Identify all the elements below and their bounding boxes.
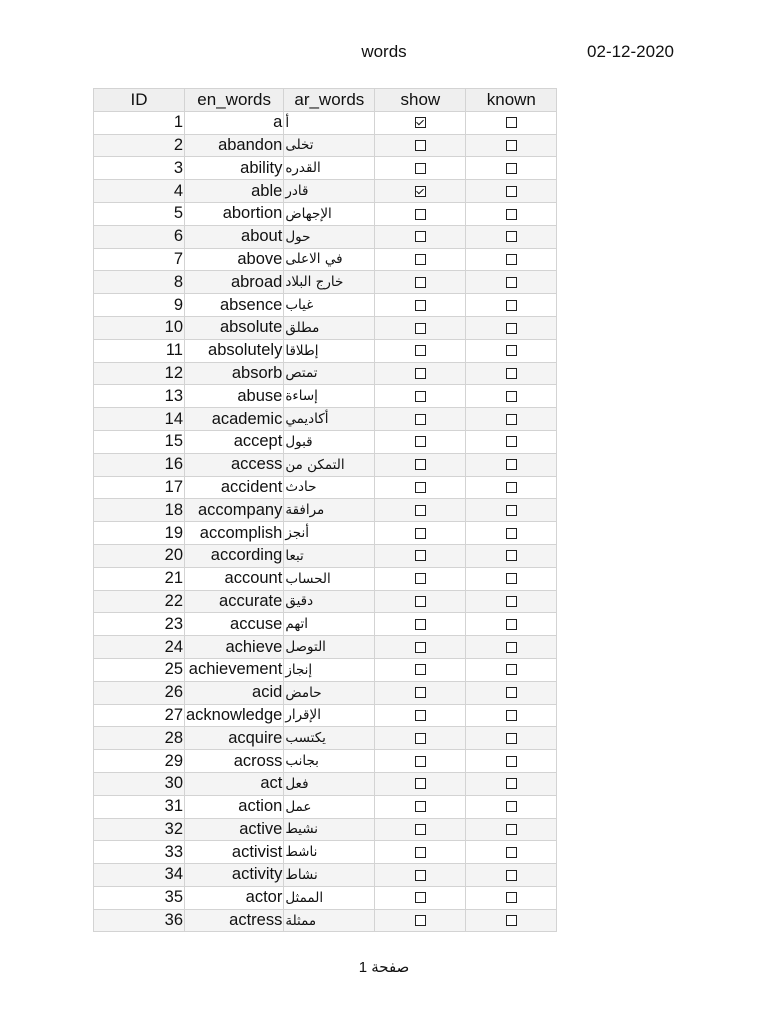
cell-id: 18	[94, 499, 185, 522]
cell-id: 6	[94, 225, 185, 248]
cell-id: 27	[94, 704, 185, 727]
cell-en-word: abandon	[185, 134, 284, 157]
cell-show	[375, 202, 466, 225]
show-checkbox[interactable]	[415, 186, 426, 197]
show-checkbox[interactable]	[415, 117, 426, 128]
known-checkbox[interactable]	[506, 915, 517, 926]
cell-ar-word: عمل	[284, 795, 375, 818]
show-checkbox[interactable]	[415, 277, 426, 288]
cell-en-word: act	[185, 772, 284, 795]
cell-en-word: activity	[185, 864, 284, 887]
cell-ar-word: الحساب	[284, 567, 375, 590]
cell-ar-word: اتهم	[284, 613, 375, 636]
cell-known	[466, 294, 557, 317]
cell-en-word: absolute	[185, 316, 284, 339]
cell-en-word: absolutely	[185, 339, 284, 362]
table-row[interactable]	[94, 271, 557, 294]
cell-ar-word: قادر	[284, 180, 375, 203]
show-checkbox[interactable]	[415, 619, 426, 630]
table-row[interactable]	[94, 362, 557, 385]
cell-en-word: acknowledge	[185, 704, 284, 727]
cell-en-word: able	[185, 180, 284, 203]
cell-known	[466, 795, 557, 818]
cell-id: 24	[94, 636, 185, 659]
cell-ar-word: مرافقة	[284, 499, 375, 522]
cell-en-word: actor	[185, 886, 284, 909]
cell-ar-word: قبول	[284, 430, 375, 453]
show-checkbox[interactable]	[415, 664, 426, 675]
table-row[interactable]	[94, 385, 557, 408]
cell-id: 29	[94, 750, 185, 773]
cell-id: 34	[94, 864, 185, 887]
cell-id: 13	[94, 385, 185, 408]
cell-known	[466, 522, 557, 545]
cell-ar-word: نشيط	[284, 818, 375, 841]
cell-show	[375, 795, 466, 818]
known-checkbox[interactable]	[506, 209, 517, 220]
cell-id: 15	[94, 430, 185, 453]
cell-en-word: above	[185, 248, 284, 271]
table-row[interactable]	[94, 909, 557, 932]
cell-en-word: about	[185, 225, 284, 248]
known-checkbox[interactable]	[506, 573, 517, 584]
cell-ar-word: أنجز	[284, 522, 375, 545]
cell-show	[375, 681, 466, 704]
cell-ar-word: نشاط	[284, 864, 375, 887]
known-checkbox[interactable]	[506, 117, 517, 128]
table-row[interactable]	[94, 567, 557, 590]
cell-ar-word: بجانب	[284, 750, 375, 773]
cell-show	[375, 522, 466, 545]
cell-en-word: absorb	[185, 362, 284, 385]
cell-known	[466, 841, 557, 864]
cell-known	[466, 339, 557, 362]
cell-show	[375, 339, 466, 362]
show-checkbox[interactable]	[415, 801, 426, 812]
column-header-show[interactable]: show	[375, 89, 466, 112]
cell-id: 30	[94, 772, 185, 795]
cell-id: 36	[94, 909, 185, 932]
table-row[interactable]	[94, 590, 557, 613]
show-checkbox[interactable]	[415, 710, 426, 721]
known-checkbox[interactable]	[506, 231, 517, 242]
cell-known	[466, 909, 557, 932]
cell-ar-word: غياب	[284, 294, 375, 317]
known-checkbox[interactable]	[506, 756, 517, 767]
cell-known	[466, 271, 557, 294]
cell-show	[375, 750, 466, 773]
cell-ar-word: مطلق	[284, 316, 375, 339]
cell-known	[466, 385, 557, 408]
table-row[interactable]	[94, 727, 557, 750]
cell-ar-word: القدره	[284, 157, 375, 180]
cell-en-word: accident	[185, 476, 284, 499]
cell-id: 32	[94, 818, 185, 841]
cell-ar-word: التوصل	[284, 636, 375, 659]
cell-known	[466, 430, 557, 453]
cell-known	[466, 613, 557, 636]
cell-ar-word: الممثل	[284, 886, 375, 909]
table-row[interactable]	[94, 316, 557, 339]
known-checkbox[interactable]	[506, 528, 517, 539]
cell-show	[375, 225, 466, 248]
cell-id: 20	[94, 544, 185, 567]
cell-id: 2	[94, 134, 185, 157]
table-row[interactable]	[94, 248, 557, 271]
cell-ar-word: أكاديمي	[284, 408, 375, 431]
show-checkbox[interactable]	[415, 323, 426, 334]
column-header-id[interactable]: ID	[94, 89, 185, 112]
show-checkbox[interactable]	[415, 300, 426, 311]
cell-id: 11	[94, 339, 185, 362]
show-checkbox[interactable]	[415, 756, 426, 767]
cell-id: 3	[94, 157, 185, 180]
column-header-ar-words[interactable]: ar_words	[284, 89, 375, 112]
table-row[interactable]	[94, 544, 557, 567]
cell-en-word: action	[185, 795, 284, 818]
cell-id: 9	[94, 294, 185, 317]
cell-known	[466, 544, 557, 567]
cell-id: 35	[94, 886, 185, 909]
cell-en-word: abortion	[185, 202, 284, 225]
cell-known	[466, 476, 557, 499]
cell-show	[375, 271, 466, 294]
known-checkbox[interactable]	[506, 596, 517, 607]
show-checkbox[interactable]	[415, 847, 426, 858]
cell-show	[375, 134, 466, 157]
cell-ar-word: خارج البلاد	[284, 271, 375, 294]
table-row[interactable]	[94, 202, 557, 225]
cell-en-word: accomplish	[185, 522, 284, 545]
cell-ar-word: تبعا	[284, 544, 375, 567]
cell-show	[375, 727, 466, 750]
cell-show	[375, 818, 466, 841]
table-row[interactable]	[94, 704, 557, 727]
cell-known	[466, 636, 557, 659]
known-checkbox[interactable]	[506, 414, 517, 425]
cell-known	[466, 453, 557, 476]
cell-en-word: across	[185, 750, 284, 773]
table-row[interactable]	[94, 818, 557, 841]
table-row[interactable]	[94, 841, 557, 864]
known-checkbox[interactable]	[506, 482, 517, 493]
cell-show	[375, 499, 466, 522]
table-row[interactable]	[94, 750, 557, 773]
table-header-row	[94, 89, 557, 112]
cell-show	[375, 909, 466, 932]
show-checkbox[interactable]	[415, 596, 426, 607]
cell-ar-word: الإقرار	[284, 704, 375, 727]
table-row[interactable]	[94, 430, 557, 453]
cell-ar-word: حامض	[284, 681, 375, 704]
cell-show	[375, 248, 466, 271]
cell-id: 1	[94, 111, 185, 134]
table-row[interactable]	[94, 658, 557, 681]
cell-en-word: account	[185, 567, 284, 590]
show-checkbox[interactable]	[415, 140, 426, 151]
cell-show	[375, 180, 466, 203]
cell-show	[375, 111, 466, 134]
cell-en-word: accurate	[185, 590, 284, 613]
show-checkbox[interactable]	[415, 345, 426, 356]
show-checkbox[interactable]	[415, 870, 426, 881]
cell-id: 16	[94, 453, 185, 476]
table-row[interactable]	[94, 294, 557, 317]
cell-ar-word: حادث	[284, 476, 375, 499]
known-checkbox[interactable]	[506, 710, 517, 721]
cell-show	[375, 658, 466, 681]
show-checkbox[interactable]	[415, 368, 426, 379]
show-checkbox[interactable]	[415, 163, 426, 174]
cell-en-word: achievement	[185, 658, 284, 681]
table-row[interactable]	[94, 636, 557, 659]
cell-id: 8	[94, 271, 185, 294]
cell-en-word: activist	[185, 841, 284, 864]
show-checkbox[interactable]	[415, 505, 426, 516]
known-checkbox[interactable]	[506, 870, 517, 881]
show-checkbox[interactable]	[415, 414, 426, 425]
cell-ar-word: يكتسب	[284, 727, 375, 750]
cell-ar-word: أ	[284, 111, 375, 134]
table-row[interactable]	[94, 522, 557, 545]
cell-id: 5	[94, 202, 185, 225]
cell-id: 4	[94, 180, 185, 203]
cell-ar-word: إطلاقا	[284, 339, 375, 362]
cell-ar-word: في الاعلى	[284, 248, 375, 271]
cell-ar-word: إساءة	[284, 385, 375, 408]
cell-en-word: accuse	[185, 613, 284, 636]
table-row[interactable]	[94, 613, 557, 636]
cell-show	[375, 408, 466, 431]
cell-show	[375, 772, 466, 795]
known-checkbox[interactable]	[506, 687, 517, 698]
cell-known	[466, 316, 557, 339]
cell-known	[466, 134, 557, 157]
table-row[interactable]	[94, 886, 557, 909]
cell-en-word: according	[185, 544, 284, 567]
cell-show	[375, 886, 466, 909]
show-checkbox[interactable]	[415, 482, 426, 493]
cell-known	[466, 590, 557, 613]
cell-show	[375, 157, 466, 180]
cell-known	[466, 362, 557, 385]
cell-id: 31	[94, 795, 185, 818]
cell-known	[466, 772, 557, 795]
cell-id: 7	[94, 248, 185, 271]
table-row[interactable]	[94, 339, 557, 362]
known-checkbox[interactable]	[506, 459, 517, 470]
cell-known	[466, 727, 557, 750]
column-header-en-words[interactable]: en_words	[185, 89, 284, 112]
cell-show	[375, 362, 466, 385]
cell-show	[375, 430, 466, 453]
known-checkbox[interactable]	[506, 163, 517, 174]
known-checkbox[interactable]	[506, 254, 517, 265]
known-checkbox[interactable]	[506, 323, 517, 334]
cell-known	[466, 157, 557, 180]
known-checkbox[interactable]	[506, 436, 517, 447]
cell-show	[375, 864, 466, 887]
cell-en-word: ability	[185, 157, 284, 180]
words-table	[93, 88, 557, 932]
known-checkbox[interactable]	[506, 733, 517, 744]
page-number: صفحة 1	[358, 959, 410, 976]
table-row[interactable]	[94, 134, 557, 157]
cell-known	[466, 886, 557, 909]
cell-en-word: abuse	[185, 385, 284, 408]
cell-en-word: abroad	[185, 271, 284, 294]
known-checkbox[interactable]	[506, 300, 517, 311]
cell-show	[375, 613, 466, 636]
known-checkbox[interactable]	[506, 391, 517, 402]
table-row[interactable]	[94, 111, 557, 134]
cell-ar-word: الإجهاض	[284, 202, 375, 225]
table-row[interactable]	[94, 772, 557, 795]
show-checkbox[interactable]	[415, 687, 426, 698]
cell-known	[466, 658, 557, 681]
cell-en-word: acid	[185, 681, 284, 704]
cell-known	[466, 248, 557, 271]
table-row[interactable]	[94, 476, 557, 499]
cell-en-word: achieve	[185, 636, 284, 659]
table-row[interactable]	[94, 453, 557, 476]
cell-ar-word: تمتص	[284, 362, 375, 385]
show-checkbox[interactable]	[415, 550, 426, 561]
show-checkbox[interactable]	[415, 231, 426, 242]
known-checkbox[interactable]	[506, 778, 517, 789]
cell-id: 17	[94, 476, 185, 499]
cell-known	[466, 681, 557, 704]
cell-known	[466, 180, 557, 203]
table-row[interactable]	[94, 864, 557, 887]
cell-known	[466, 225, 557, 248]
known-checkbox[interactable]	[506, 186, 517, 197]
cell-ar-word: فعل	[284, 772, 375, 795]
cell-show	[375, 567, 466, 590]
cell-en-word: a	[185, 111, 284, 134]
cell-id: 14	[94, 408, 185, 431]
known-checkbox[interactable]	[506, 505, 517, 516]
show-checkbox[interactable]	[415, 824, 426, 835]
known-checkbox[interactable]	[506, 140, 517, 151]
cell-known	[466, 818, 557, 841]
cell-known	[466, 202, 557, 225]
cell-ar-word: التمكن من	[284, 453, 375, 476]
report-title: words	[361, 42, 407, 61]
cell-id: 33	[94, 841, 185, 864]
cell-ar-word: إنجاز	[284, 658, 375, 681]
cell-ar-word: ممثلة	[284, 909, 375, 932]
report-date: 02-12-2020	[587, 42, 674, 61]
cell-ar-word: دقيق	[284, 590, 375, 613]
cell-id: 12	[94, 362, 185, 385]
cell-known	[466, 499, 557, 522]
cell-show	[375, 294, 466, 317]
table-row[interactable]	[94, 157, 557, 180]
cell-en-word: accompany	[185, 499, 284, 522]
show-checkbox[interactable]	[415, 391, 426, 402]
cell-ar-word: تخلى	[284, 134, 375, 157]
table-row[interactable]	[94, 408, 557, 431]
show-checkbox[interactable]	[415, 915, 426, 926]
cell-id: 28	[94, 727, 185, 750]
show-checkbox[interactable]	[415, 254, 426, 265]
cell-en-word: active	[185, 818, 284, 841]
show-checkbox[interactable]	[415, 778, 426, 789]
cell-id: 26	[94, 681, 185, 704]
cell-known	[466, 408, 557, 431]
show-checkbox[interactable]	[415, 528, 426, 539]
cell-known	[466, 111, 557, 134]
cell-en-word: acquire	[185, 727, 284, 750]
cell-show	[375, 704, 466, 727]
cell-ar-word: ناشط	[284, 841, 375, 864]
show-checkbox[interactable]	[415, 642, 426, 653]
cell-show	[375, 841, 466, 864]
cell-known	[466, 750, 557, 773]
cell-show	[375, 476, 466, 499]
cell-id: 21	[94, 567, 185, 590]
cell-show	[375, 385, 466, 408]
cell-id: 23	[94, 613, 185, 636]
known-checkbox[interactable]	[506, 277, 517, 288]
known-checkbox[interactable]	[506, 664, 517, 675]
known-checkbox[interactable]	[506, 824, 517, 835]
show-checkbox[interactable]	[415, 573, 426, 584]
known-checkbox[interactable]	[506, 892, 517, 903]
table-body	[94, 111, 557, 932]
cell-id: 10	[94, 316, 185, 339]
cell-known	[466, 704, 557, 727]
cell-show	[375, 316, 466, 339]
cell-ar-word: حول	[284, 225, 375, 248]
table-row[interactable]	[94, 499, 557, 522]
known-checkbox[interactable]	[506, 345, 517, 356]
known-checkbox[interactable]	[506, 619, 517, 630]
cell-show	[375, 636, 466, 659]
cell-en-word: academic	[185, 408, 284, 431]
cell-id: 22	[94, 590, 185, 613]
cell-en-word: access	[185, 453, 284, 476]
table-row[interactable]	[94, 180, 557, 203]
show-checkbox[interactable]	[415, 436, 426, 447]
cell-en-word: absence	[185, 294, 284, 317]
column-header-known[interactable]: known	[466, 89, 557, 112]
table-row[interactable]	[94, 795, 557, 818]
cell-id: 19	[94, 522, 185, 545]
cell-en-word: accept	[185, 430, 284, 453]
show-checkbox[interactable]	[415, 459, 426, 470]
show-checkbox[interactable]	[415, 892, 426, 903]
cell-show	[375, 544, 466, 567]
cell-known	[466, 567, 557, 590]
cell-show	[375, 453, 466, 476]
cell-known	[466, 864, 557, 887]
known-checkbox[interactable]	[506, 368, 517, 379]
table-row[interactable]	[94, 681, 557, 704]
known-checkbox[interactable]	[506, 847, 517, 858]
show-checkbox[interactable]	[415, 209, 426, 220]
cell-id: 25	[94, 658, 185, 681]
cell-show	[375, 590, 466, 613]
known-checkbox[interactable]	[506, 550, 517, 561]
show-checkbox[interactable]	[415, 733, 426, 744]
known-checkbox[interactable]	[506, 642, 517, 653]
cell-en-word: actress	[185, 909, 284, 932]
table-row[interactable]	[94, 225, 557, 248]
known-checkbox[interactable]	[506, 801, 517, 812]
